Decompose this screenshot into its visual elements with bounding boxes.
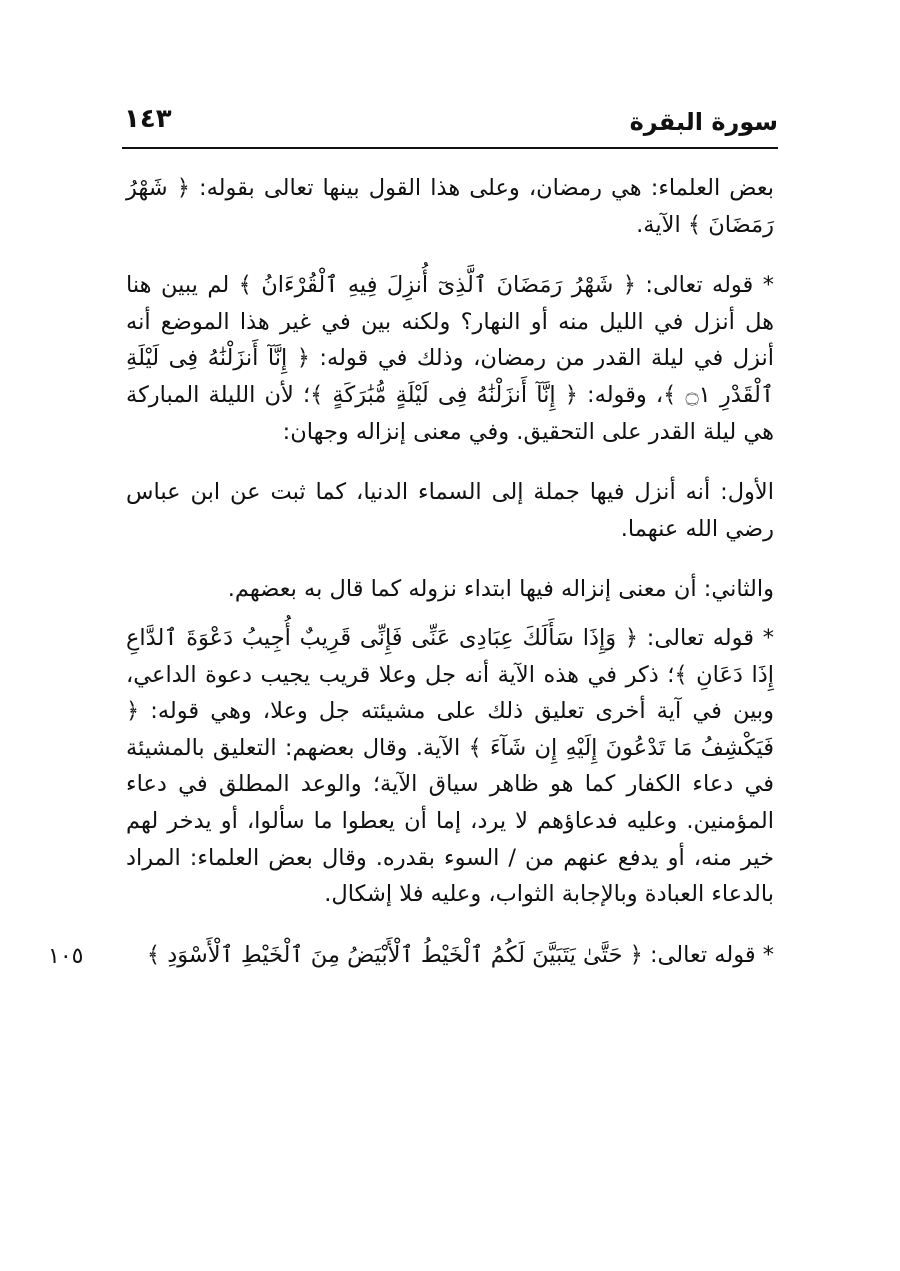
paragraph-supplication: * قوله تعالى: ﴿ وَإِذَا سَأَلَكَ عِبَادِى عَنِّى فَإِنِّى قَرِيبٌ أُجِيبُ دَعْوَةَ ٱلدَّاعِ إِذَا دَعَانِ ﴾؛ ذكر في هذه الآية أنه جل وعلا قريب يجيب دعوة الداعي، وبين في آية أخرى تعليق ذلك على مشيئته جل وعلا، وهي قوله: ﴿ فَيَكْشِفُ مَا تَدْعُونَ إِلَيْهِ إِن شَآءَ ﴾ الآية. وقال بعضهم: التعليق بالمشيئة في دعاء الكفار كما هو ظاهر سياق الآية؛ والوعد المطلق في دعاء المؤمنين. وعليه فدعاؤهم لا يرد، إما أن يعطوا ما سألوا، أو يدخر لهم خير منه، أو يدفع عنهم من / السوء بقدره. وقال بعض العلماء: المراد بالدعاء العبادة وبالإجابة الثواب، وعليه فلا إشكال. bbox=[126, 624, 774, 908]
surah-title: سورة البقرة bbox=[629, 108, 778, 136]
paragraph-spacer bbox=[126, 608, 774, 620]
page-number: ١٤٣ bbox=[124, 104, 172, 134]
paragraph-spacer bbox=[126, 450, 774, 474]
page-body bbox=[126, 170, 774, 973]
header-divider bbox=[122, 147, 778, 149]
paragraph-spacer bbox=[126, 913, 774, 937]
margin-reference-number: ١٠٥ bbox=[48, 944, 84, 969]
paragraph-spacer bbox=[126, 547, 774, 571]
page-header bbox=[122, 98, 778, 146]
paragraph-second-view: والثاني: أن معنى إنزاله فيها ابتداء نزوله كما قال به بعضهم. bbox=[227, 576, 774, 603]
paragraph-quran-revelation: * قوله تعالى: ﴿ شَهْرُ رَمَضَانَ ٱلَّذِىٓ أُنزِلَ فِيهِ ٱلْقُرْءَانُ ﴾ لم يبين هنا هل أنزل في الليل منه أو النهار؟ ولكنه بين في غير هذا الموضع أنه أنزل في ليلة القدر من رمضان، وذلك في قوله: ﴿ إِنَّآ أَنزَلْنَٰهُ فِى لَيْلَةِ ٱلْقَدْرِ ۝١ ﴾، وقوله: ﴿ إِنَّآ أَنزَلْنَٰهُ فِى لَيْلَةٍ مُّبَٰرَكَةٍ ﴾؛ لأن الليلة المباركة هي ليلة القدر على التحقيق. وفي معنى إنزاله وجهان: bbox=[126, 272, 774, 445]
paragraph-white-thread: * قوله تعالى: ﴿ حَتَّىٰ يَتَبَيَّنَ لَكُمُ ٱلْخَيْطُ ٱلْأَبْيَضُ مِنَ ٱلْخَيْطِ ٱلْأَسْوَدِ ﴾ bbox=[146, 941, 774, 968]
paragraph-first-view: الأول: أنه أنزل فيها جملة إلى السماء الدنيا، كما ثبت عن ابن عباس رضي الله عنهما. bbox=[126, 479, 774, 542]
paragraph-ramadan-intro: بعض العلماء: هي رمضان، وعلى هذا القول بينها تعالى بقوله: ﴿ شَهْرُ رَمَضَانَ ﴾ الآية. bbox=[126, 175, 774, 238]
paragraph-spacer bbox=[126, 243, 774, 267]
